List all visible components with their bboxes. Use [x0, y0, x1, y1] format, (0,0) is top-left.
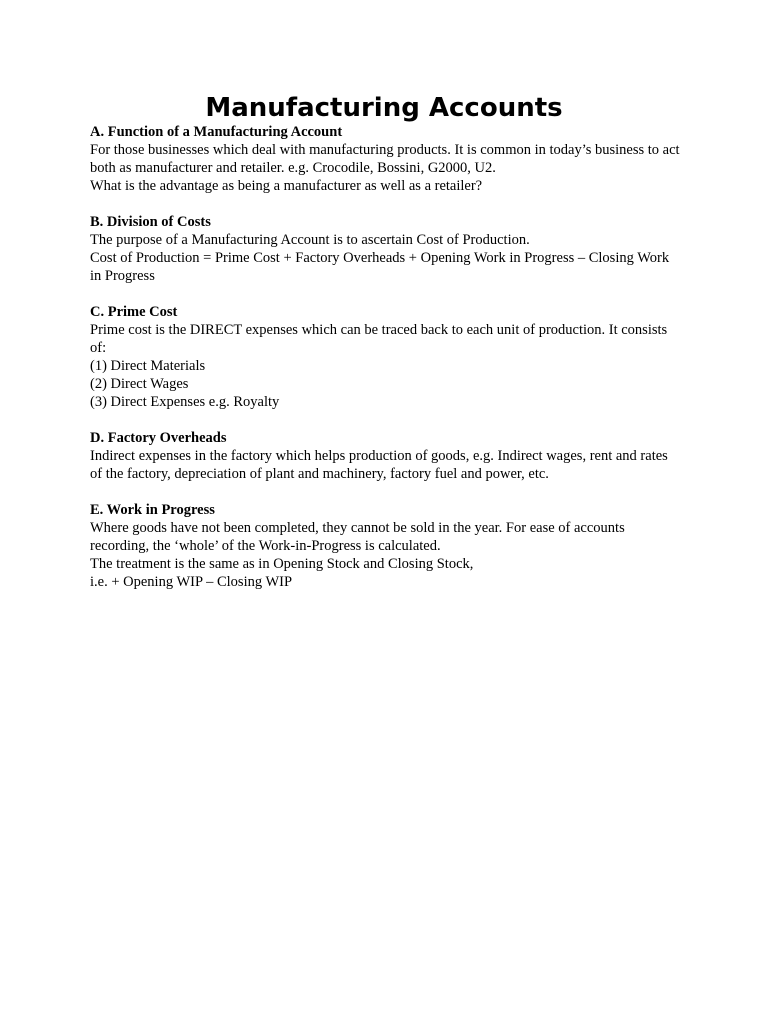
paragraph: For those businesses which deal with manufacturing products. It is common in today’s business to act both as manufacturer and retailer. e.g. Crocodile, Bossini, G2000, U2. — [90, 142, 680, 176]
section-division-of-costs — [90, 213, 680, 285]
paragraph: What is the advantage as being a manufacturer as well as a retailer? — [90, 178, 483, 194]
section-heading: E. Work in Progress — [90, 502, 215, 518]
paragraph: i.e. + Opening WIP – Closing WIP — [90, 574, 293, 590]
prime-cost-list — [90, 357, 680, 411]
list-item: (2) Direct Wages — [90, 376, 189, 392]
list-item: (3) Direct Expenses e.g. Royalty — [90, 394, 280, 410]
section-function — [90, 123, 680, 195]
section-heading: D. Factory Overheads — [90, 430, 227, 446]
section-heading: C. Prime Cost — [90, 304, 178, 320]
section-heading: B. Division of Costs — [90, 214, 211, 230]
paragraph: The purpose of a Manufacturing Account is to ascertain Cost of Production. — [90, 232, 530, 248]
paragraph: Where goods have not been completed, they cannot be sold in the year. For ease of accounts recording, the ‘whole’ of the Work-in-Progress is calculated. — [90, 520, 625, 554]
paragraph: Cost of Production = Prime Cost + Factory Overheads + Opening Work in Progress – Closing Work in Progress — [90, 250, 670, 284]
paragraph: Indirect expenses in the factory which helps production of goods, e.g. Indirect wages, rent and rates of the factory, depreciation of plant and machinery, factory fuel and power, etc. — [90, 448, 668, 482]
section-heading: A. Function of a Manufacturing Account — [90, 124, 343, 140]
page-title: Manufacturing Accounts — [205, 93, 563, 123]
section-factory-overheads — [90, 429, 680, 483]
document-body — [90, 123, 680, 609]
section-prime-cost — [90, 303, 680, 411]
paragraph: Prime cost is the DIRECT expenses which can be traced back to each unit of production. It consists of: — [90, 322, 668, 356]
section-work-in-progress — [90, 501, 680, 591]
list-item: (1) Direct Materials — [90, 358, 206, 374]
paragraph: The treatment is the same as in Opening Stock and Closing Stock, — [90, 556, 474, 572]
